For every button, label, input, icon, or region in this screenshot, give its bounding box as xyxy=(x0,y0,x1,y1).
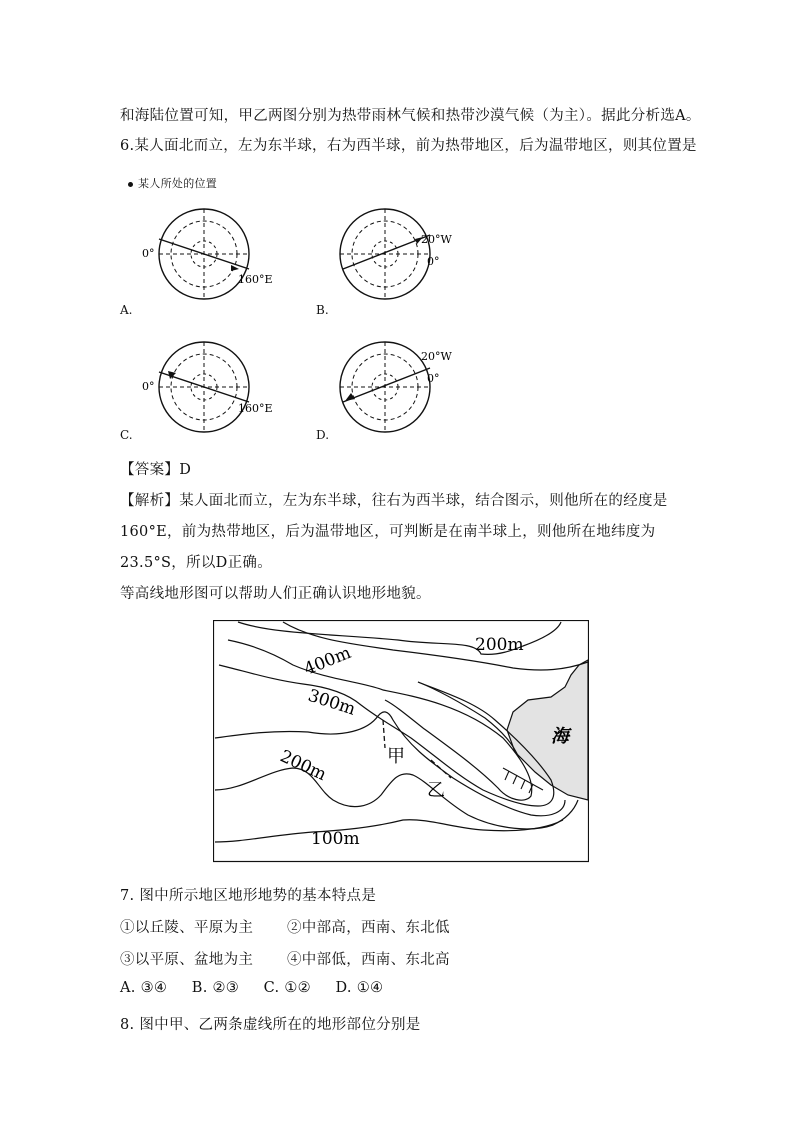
option-d-figure xyxy=(335,340,485,435)
contour-map xyxy=(213,620,589,863)
jia-label: 甲 xyxy=(387,746,405,767)
analysis-line-3: 23.5°S，所以D正确。 xyxy=(120,555,272,571)
legend-dot-icon xyxy=(128,182,133,187)
analysis-line-1: 【解析】某人面北而立，左为东半球，往右为西半球，结合图示，则他所在的经度是 xyxy=(120,493,668,509)
contour-200m-top: 200m xyxy=(475,635,524,655)
legend xyxy=(128,175,217,191)
question-7-option-1: ①以丘陵、平原为主 xyxy=(120,920,254,936)
option-c-figure xyxy=(138,340,288,435)
option-a-lon-label: 160°E xyxy=(238,273,273,286)
question-6: 6.某人面北而立，左为东半球，右为西半球，前为热带地区，后为温带地区，则其位置是 xyxy=(120,138,697,154)
option-d-lon-label: 20°W xyxy=(421,350,452,363)
legend-label: 某人所处的位置 xyxy=(138,177,218,190)
intro-text: 等高线地形图可以帮助人们正确认识地形地貌。 xyxy=(120,586,431,602)
question-7-option-2: ②中部高，西南、东北低 xyxy=(287,920,450,936)
answer: 【答案】D xyxy=(120,462,192,478)
contour-400m: 400m xyxy=(301,642,354,680)
option-a-figure xyxy=(138,205,288,305)
analysis-line-2: 160°E，前为热带地区，后为温带地区，可判断是在南半球上，则他所在地纬度为 xyxy=(120,524,656,540)
contour-300m: 300m xyxy=(305,685,358,720)
question-7-option-4: ④中部低，西南、东北高 xyxy=(287,952,450,968)
option-d-label: D. xyxy=(316,428,330,442)
option-a-label: A. xyxy=(120,303,133,317)
option-b-figure xyxy=(335,205,485,305)
text-line-1: 和海陆位置可知，甲乙两图分别为热带雨林气候和热带沙漠气候（为主）。据此分析选A。 xyxy=(120,108,701,124)
option-c-zero-label: 0° xyxy=(142,380,155,393)
contour-200m-left: 200m xyxy=(276,746,330,786)
position-marker-icon xyxy=(345,393,355,401)
option-c-label: C. xyxy=(120,428,133,442)
option-d-zero-label: 0° xyxy=(427,372,440,385)
option-b-lon-label: 20°W xyxy=(421,233,452,246)
option-b-label: B. xyxy=(316,303,329,317)
question-7: 7. 图中所示地区地形地势的基本特点是 xyxy=(120,888,377,904)
yi-label: 乙 xyxy=(427,780,445,801)
sea-label: 海 xyxy=(551,726,569,747)
option-b-zero-label: 0° xyxy=(427,255,440,268)
contour-100m: 100m xyxy=(311,829,360,849)
question-7-choices: A. ③④ B. ②③ C. ①② D. ①④ xyxy=(120,980,384,996)
question-8: 8. 图中甲、乙两条虚线所在的地形部位分别是 xyxy=(120,1017,421,1033)
option-a-zero-label: 0° xyxy=(142,247,155,260)
option-c-lon-label: 160°E xyxy=(238,402,273,415)
question-7-option-3: ③以平原、盆地为主 xyxy=(120,952,254,968)
